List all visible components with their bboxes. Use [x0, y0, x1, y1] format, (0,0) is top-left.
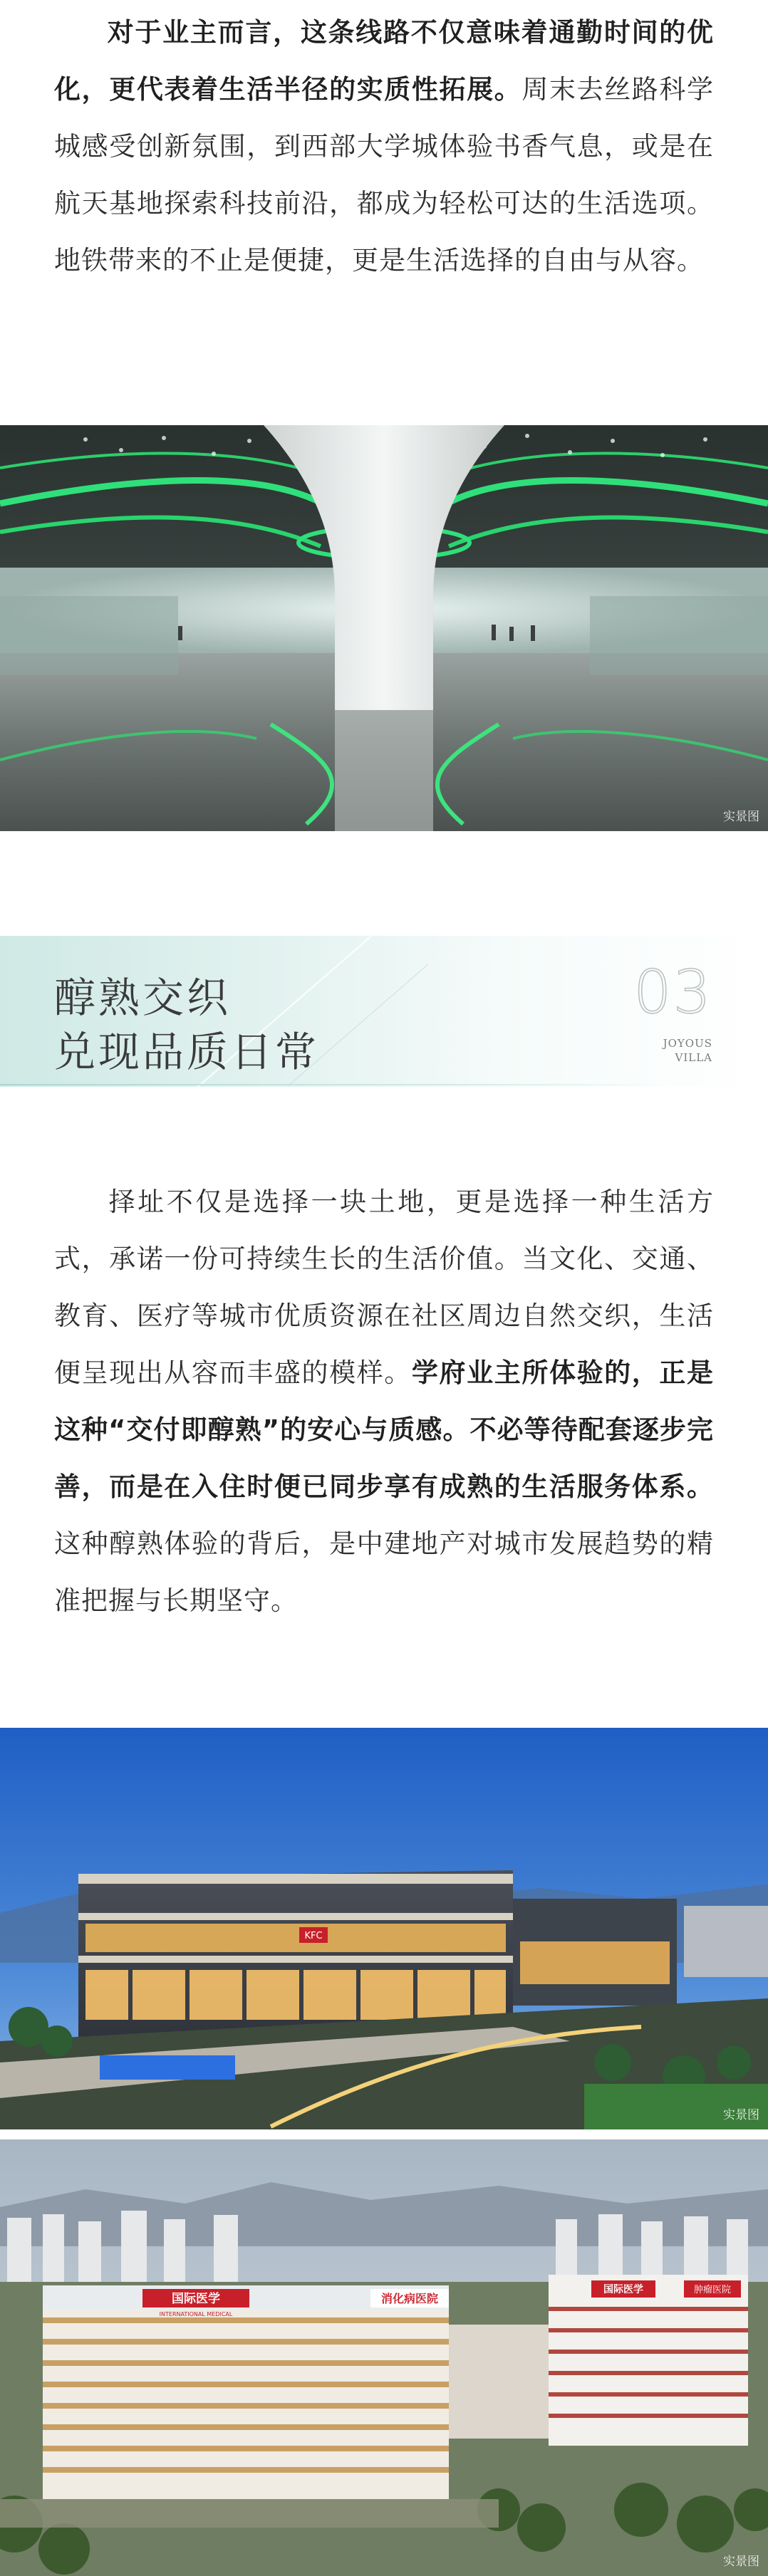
body-paragraph [54, 1174, 714, 1629]
photo-caption: 实景图 [723, 2108, 759, 2122]
photo-caption: 实景图 [723, 810, 759, 824]
hospital-sign-3: 国际医学 [603, 2284, 643, 2295]
section-title-line1: 醇熟交织 [54, 974, 232, 1022]
body-text-part1: 择址不仅是选择一块土地，更是选择一种生活方式，承诺一份可持续生长的生活价值。当文化、交通、教育、医疗等城市优质资源在社区周边自然交织，生活便呈现出从容而丰盛的模样。 [54, 1187, 714, 1388]
banner-divider [0, 1084, 663, 1085]
hospital-sign-1-en: INTERNATIONAL MEDICAL [159, 2311, 233, 2317]
hospital-aerial-photo [0, 2139, 768, 2576]
section-title-line2: 兑现品质日常 [54, 1028, 320, 1076]
intro-bold-line1: 对于业主而言，这条线路不仅意味着通勤时间的 [107, 17, 687, 48]
section-heading-banner [0, 936, 768, 1087]
body-text-part2: 这种醇熟体验的背后，是中建地产对城市发展趋势的精准把握与长期坚守。 [54, 1528, 714, 1616]
hospital-sign-1: 国际医学 [172, 2292, 220, 2306]
shopping-mall-photo [0, 1728, 768, 2129]
intro-paragraph [54, 4, 714, 289]
body-text-bold: 学府业主所体验的，正是这种“交付即醇熟”的安心与质感。不必等待配套逐步完善，而是在入住时便已同步享有成熟的生活服务体系。 [54, 1357, 715, 1502]
kfc-sign: KFC [304, 1931, 323, 1941]
intro-bold-line2: 优化，更代表着生活半径的实质性拓展。 [54, 17, 714, 105]
hospital-sign-4: 肿瘤医院 [693, 2285, 732, 2295]
section-subtitle-en-1: JOYOUS [663, 1037, 712, 1050]
subway-station-photo [0, 425, 768, 831]
photo-caption: 实景图 [723, 2555, 759, 2569]
section-subtitle-en-2: VILLA [675, 1051, 712, 1064]
hospital-sign-2: 消化病医院 [380, 2292, 439, 2305]
intro-normal-text: 周末去丝路科学城感受创新氛围，到西部大学城体验书香气息，或是在航天基地探索科技前沿，都成为轻松可达的生活选项。地铁带来的不止是便捷，更是生活选择的自由与从容。 [54, 74, 715, 276]
section-number: 03 [633, 957, 712, 1027]
